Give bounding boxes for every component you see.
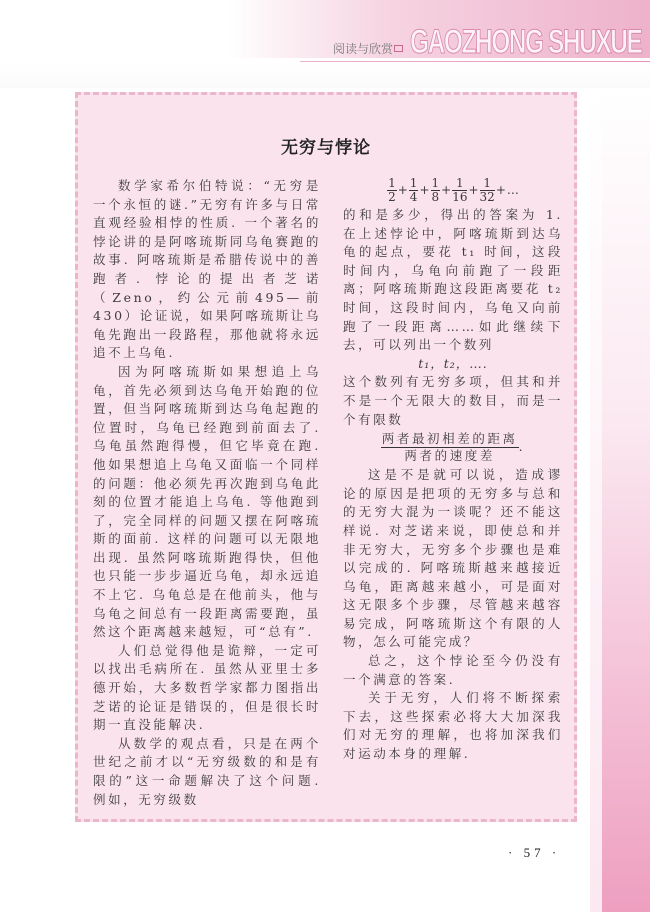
paragraph: 人们总觉得他是诡辩，一定可以找出毛病所在. 虽然从亚里士多德开始，大多数哲学家都力图指出芝诺的论证是错误的，但是很长时期一直没能解决.	[93, 642, 321, 733]
page-number: · 57 ·	[508, 845, 561, 860]
series-term: $\frac{1}{2}$	[388, 176, 396, 204]
left-column	[93, 177, 321, 809]
paragraph: 数学家希尔伯特说：“无穷是一个永恒的谜.”无穷有许多与日常直观经验相悖的性质. 一个著名的悖论讲的是阿喀琉斯同乌龟赛跑的故事. 阿喀琉斯是希腊传说中的善跑者. 悖论的提出者芝诺（Zeno，约公元前495—前430）论证说，如果阿喀琉斯让乌龟先跑出一段路程，那他就将永远追不上乌龟.	[93, 178, 321, 361]
fraction-end: .	[518, 439, 526, 455]
series-term: $\frac{1}{16}$	[452, 176, 468, 204]
limit-fraction	[343, 431, 563, 464]
fraction-denominator: 两者的速度差	[404, 448, 495, 464]
paragraph: 的和是多少，得出的答案为 1. 在上述悖论中，阿喀琉斯到达乌龟的起点，要花 t₁ 时间，这段时间内，乌龟向前跑了一段距离；阿喀琉斯跑这段距离要花 t₂ 时间，这段时间内，乌龟又向前跑了一段距离……如此继续下去，可以列出一个数列	[343, 207, 563, 353]
article-title: 无穷与悖论	[281, 138, 371, 158]
brand-logo: GAOZHONG SHUXUE	[410, 23, 642, 61]
plus-sign: +	[397, 183, 408, 197]
article-box	[75, 92, 577, 822]
series-formula	[343, 177, 563, 204]
series-term: $\frac{1}{8}$	[431, 176, 440, 204]
series-term: $\frac{1}{4}$	[409, 176, 418, 204]
header-divider	[300, 61, 650, 62]
paragraph: 总之，这个悖论至今仍没有一个满意的答案.	[343, 653, 563, 687]
square-icon	[394, 45, 403, 52]
fraction-numerator: 两者最初相差的距离	[381, 431, 518, 447]
plus-sign: +	[468, 183, 479, 197]
plus-sign: +	[419, 183, 430, 197]
header-spacer	[0, 62, 650, 88]
paragraph: 因为阿喀琉斯如果想追上乌龟，首先必须到达乌龟开始跑的位置，但当阿喀琉斯到达乌龟起跑的位置时，乌龟已经跑到前面去了. 乌龟虽然跑得慢，但它毕竟在跑. 他如果想追上乌龟又面临一个同样的问题：他必须先再次跑到乌龟此刻的位置才能追上乌龟. 等他跑到了，完全同样的问题又摆在阿喀琉斯的面前. 这样的问题可以无限地出现. 虽然阿喀琉斯跑得快，但他也只能一步步逼近乌龟，却永远追不上它. 乌龟总是在他前头，他与乌龟之间总有一段距离需要跑，虽然这个距离越来越短，可“总有”.	[93, 363, 321, 640]
plus-sign: +	[495, 183, 506, 197]
plus-sign: +	[441, 183, 452, 197]
paragraph: 这个数列有无穷多项，但其和并不是一个无限大的数目，而是一个有限数	[343, 374, 563, 427]
section-label: 阅读与欣赏	[333, 42, 394, 56]
ellipsis: …	[506, 183, 519, 197]
sequence-formula: t₁，t₂，….	[418, 355, 488, 371]
right-column	[343, 177, 563, 764]
decorative-side-strip-edge	[590, 90, 602, 912]
series-term: $\frac{1}{32}$	[479, 176, 495, 204]
paragraph: 这是不是就可以说，造成谬论的原因是把项的无穷多与总和的无穷大混为一谈呢？还不能这样说. 对芝诺来说，即使总和并非无穷大，无穷多个步骤也是难以完成的. 阿喀琉斯越来越接近乌龟，距离越来越小，可是面对这无限多个步骤，尽管越来越容易完成，阿喀琉斯这个有限的人物，怎么可能完成？	[343, 467, 563, 650]
paragraph: 从数学的观点看，只是在两个世纪之前才以“无穷级数的和是有限的”这一命题解决了这个问题. 例如，无穷级数	[93, 735, 321, 807]
paragraph: 关于无穷，人们将不断探索下去，这些探索必将大大加深我们对无穷的理解，也将加深我们对运动本身的理解.	[343, 690, 563, 762]
